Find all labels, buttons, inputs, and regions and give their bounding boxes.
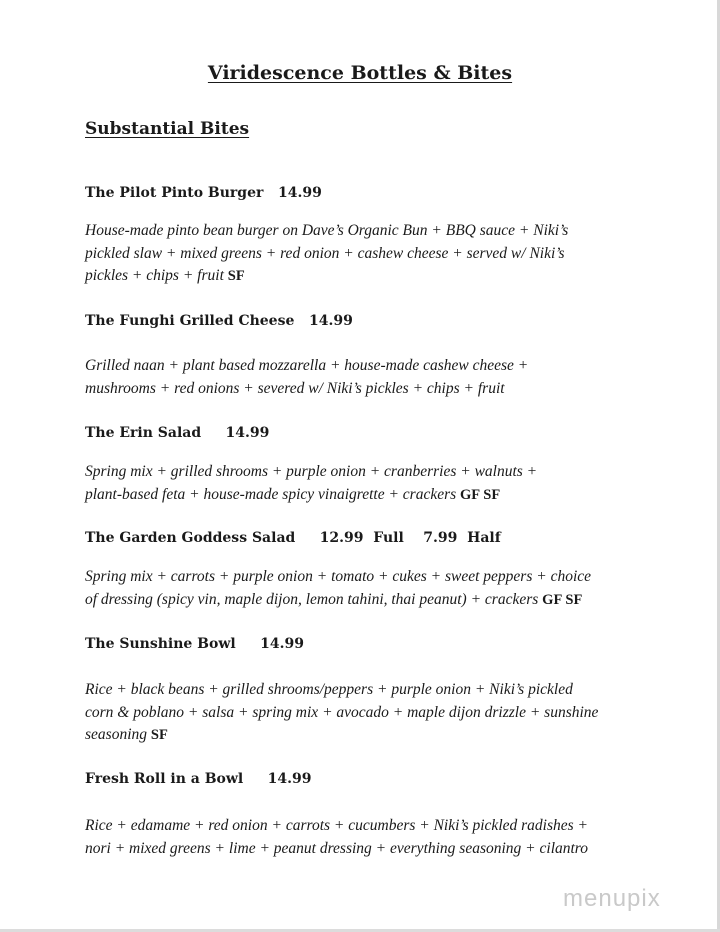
item-heading: The Pilot Pinto Burger 14.99 — [85, 185, 322, 201]
item-description — [85, 566, 645, 611]
item-description — [85, 815, 645, 860]
desc-line: plant-based feta + house-made spicy vinaigrette + crackers — [85, 485, 461, 503]
desc-line: nori + mixed greens + lime + peanut dressing + everything seasoning + cilantro — [85, 839, 589, 857]
desc-line: Spring mix + grilled shrooms + purple onion + cranberries + walnuts + — [85, 463, 538, 480]
item-heading: The Garden Goddess Salad 12.99 Full 7.99 Half — [85, 530, 501, 546]
item-description — [85, 461, 645, 506]
item-heading: The Erin Salad 14.99 — [85, 425, 270, 441]
desc-line: Spring mix + carrots + purple onion + tomato + cukes + sweet peppers + choice — [85, 568, 592, 585]
desc-line: Grilled naan + plant based mozzarella + house-made cashew cheese + — [85, 357, 529, 374]
dietary-tags: SF — [150, 727, 168, 743]
section-title: Substantial Bites — [85, 119, 250, 139]
desc-line: pickles + chips + fruit — [85, 267, 228, 284]
desc-line: pickled slaw + mixed greens + red onion + cashew cheese + served w/ Niki’s — [85, 244, 565, 262]
dietary-tags: GF SF — [542, 591, 583, 608]
desc-line: corn & poblano + salsa + spring mix + avocado + maple dijon drizzle + sunshine — [85, 703, 599, 721]
item-description — [85, 355, 645, 400]
desc-line: Rice + black beans + grilled shrooms/peppers + purple onion + Niki’s pickled — [85, 681, 573, 698]
desc-line: Rice + edamame + red onion + carrots + cucumbers + Niki’s pickled radishes + — [85, 817, 588, 834]
item-description — [85, 679, 645, 747]
item-heading: The Sunshine Bowl 14.99 — [85, 636, 304, 652]
desc-line: seasoning — [85, 726, 151, 743]
item-description — [85, 220, 645, 288]
dietary-tags: SF — [227, 268, 245, 284]
menupix-watermark: menupix — [563, 885, 661, 912]
item-heading: Fresh Roll in a Bowl 14.99 — [85, 771, 312, 787]
desc-line: mushrooms + red onions + severed w/ Niki’s pickles + chips + fruit — [85, 379, 505, 397]
desc-line: of dressing (spicy vin, maple dijon, lemon tahini, thai peanut) + crackers — [85, 590, 543, 608]
dietary-tags: GF SF — [460, 486, 501, 503]
item-heading: The Funghi Grilled Cheese 14.99 — [85, 313, 353, 329]
menu-title: Viridescence Bottles & Bites — [207, 62, 513, 84]
desc-line: House-made pinto bean burger on Dave’s Organic Bun + BBQ sauce + Niki’s — [85, 222, 569, 239]
